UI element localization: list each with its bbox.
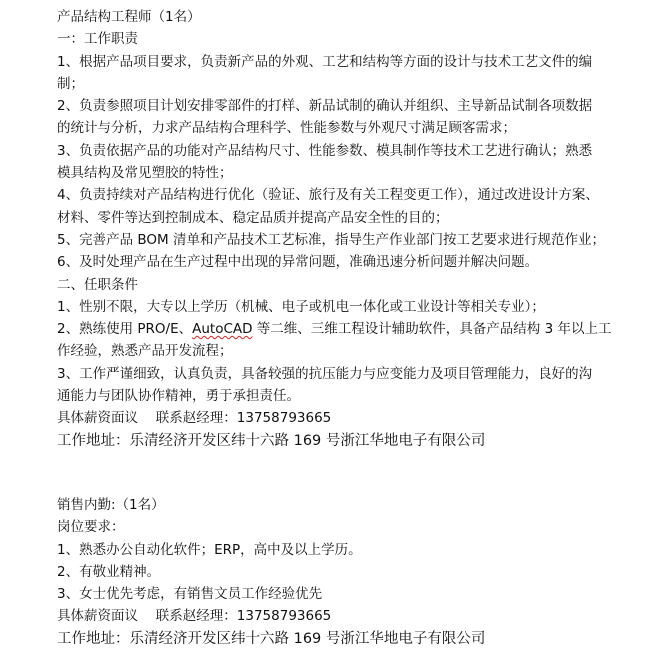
duty-line: 材料、零件等达到控制成本、稳定品质并提高产品安全性的目的； — [57, 209, 449, 226]
duty-line: 制； — [57, 75, 84, 92]
job1-title: 产品结构工程师（1名） — [57, 9, 201, 25]
duty-line: 的统计与分析，力求产品结构合理科学、性能参数与外观尺寸满足顾客需求； — [57, 120, 516, 137]
job1-salary-contact: 具体薪资面议 联系赵经理：13758793665 — [57, 410, 332, 427]
duty-line: 2、负责参照项目计划安排零部件的打样、新品试制的确认并组织、主导新品试制各项数据 — [57, 98, 593, 115]
spellcheck-term: AutoCAD — [192, 321, 253, 338]
requirement-line: 2、有敬业精神。 — [57, 563, 161, 580]
requirement-line: 3、工作严谨细致，认真负责，具备较强的抗压能力与应变能力及项目管理能力，良好的沟 — [57, 365, 593, 382]
requirement-line: 1、熟悉办公自动化软件；ERP，高中及以上学历。 — [57, 541, 362, 558]
requirement-line: 通能力与团队协作精神，勇于承担责任。 — [57, 388, 300, 405]
requirement-line — [57, 318, 647, 340]
job1-section-requirements: 二、任职条件 — [57, 276, 138, 293]
section-gap — [57, 452, 647, 494]
duty-line: 4、负责持续对产品结构进行优化（验证、旅行及有关工程变更工作），通过改进设计方案、 — [57, 187, 599, 204]
job2-section-requirements: 岗位要求： — [57, 519, 125, 536]
req2-suffix: 等二维、三维工程设计辅助软件，具备产品结构 3 年以上工 — [252, 321, 612, 338]
job2-address: 工作地址：乐清经济开发区纬十六路 169 号浙江华地电子有限公司 — [57, 630, 486, 647]
requirement-line: 1、性别不限，大专以上学历（机械、电子或机电一体化或工业设计等相关专业）； — [57, 298, 545, 315]
duty-line: 6、及时处理产品在生产过程中出现的异常问题，准确迅速分析问题并解决问题。 — [57, 254, 539, 271]
job2-title: 销售内勤:（1名） — [57, 496, 165, 513]
job1-section-duties: 一：工作职责 — [57, 31, 138, 48]
job2-salary-contact: 具体薪资面议 联系赵经理：13758793665 — [57, 608, 332, 625]
job1-address: 工作地址：乐清经济开发区纬十六路 169 号浙江华地电子有限公司 — [57, 432, 486, 449]
document-body — [57, 6, 647, 650]
requirement-line: 作经验，熟悉产品开发流程； — [57, 343, 233, 360]
requirement-line: 3、女士优先考虑，有销售文员工作经验优先 — [57, 586, 323, 603]
duty-line: 5、完善产品 BOM 清单和产品技术工艺标准，指导生产作业部门按工艺要求进行规范作业； — [57, 231, 605, 248]
req2-prefix: 2、熟练使用 PRO/E、 — [57, 321, 193, 338]
duty-line: 3、负责依据产品的功能对产品结构尺寸、性能参数、模具制作等技术工艺进行确认；熟悉 — [57, 142, 593, 159]
duty-line: 1、根据产品项目要求，负责新产品的外观、工艺和结构等方面的设计与技术工艺文件的编 — [57, 53, 593, 70]
duty-line: 模具结构及常见塑胶的特性； — [57, 165, 233, 182]
